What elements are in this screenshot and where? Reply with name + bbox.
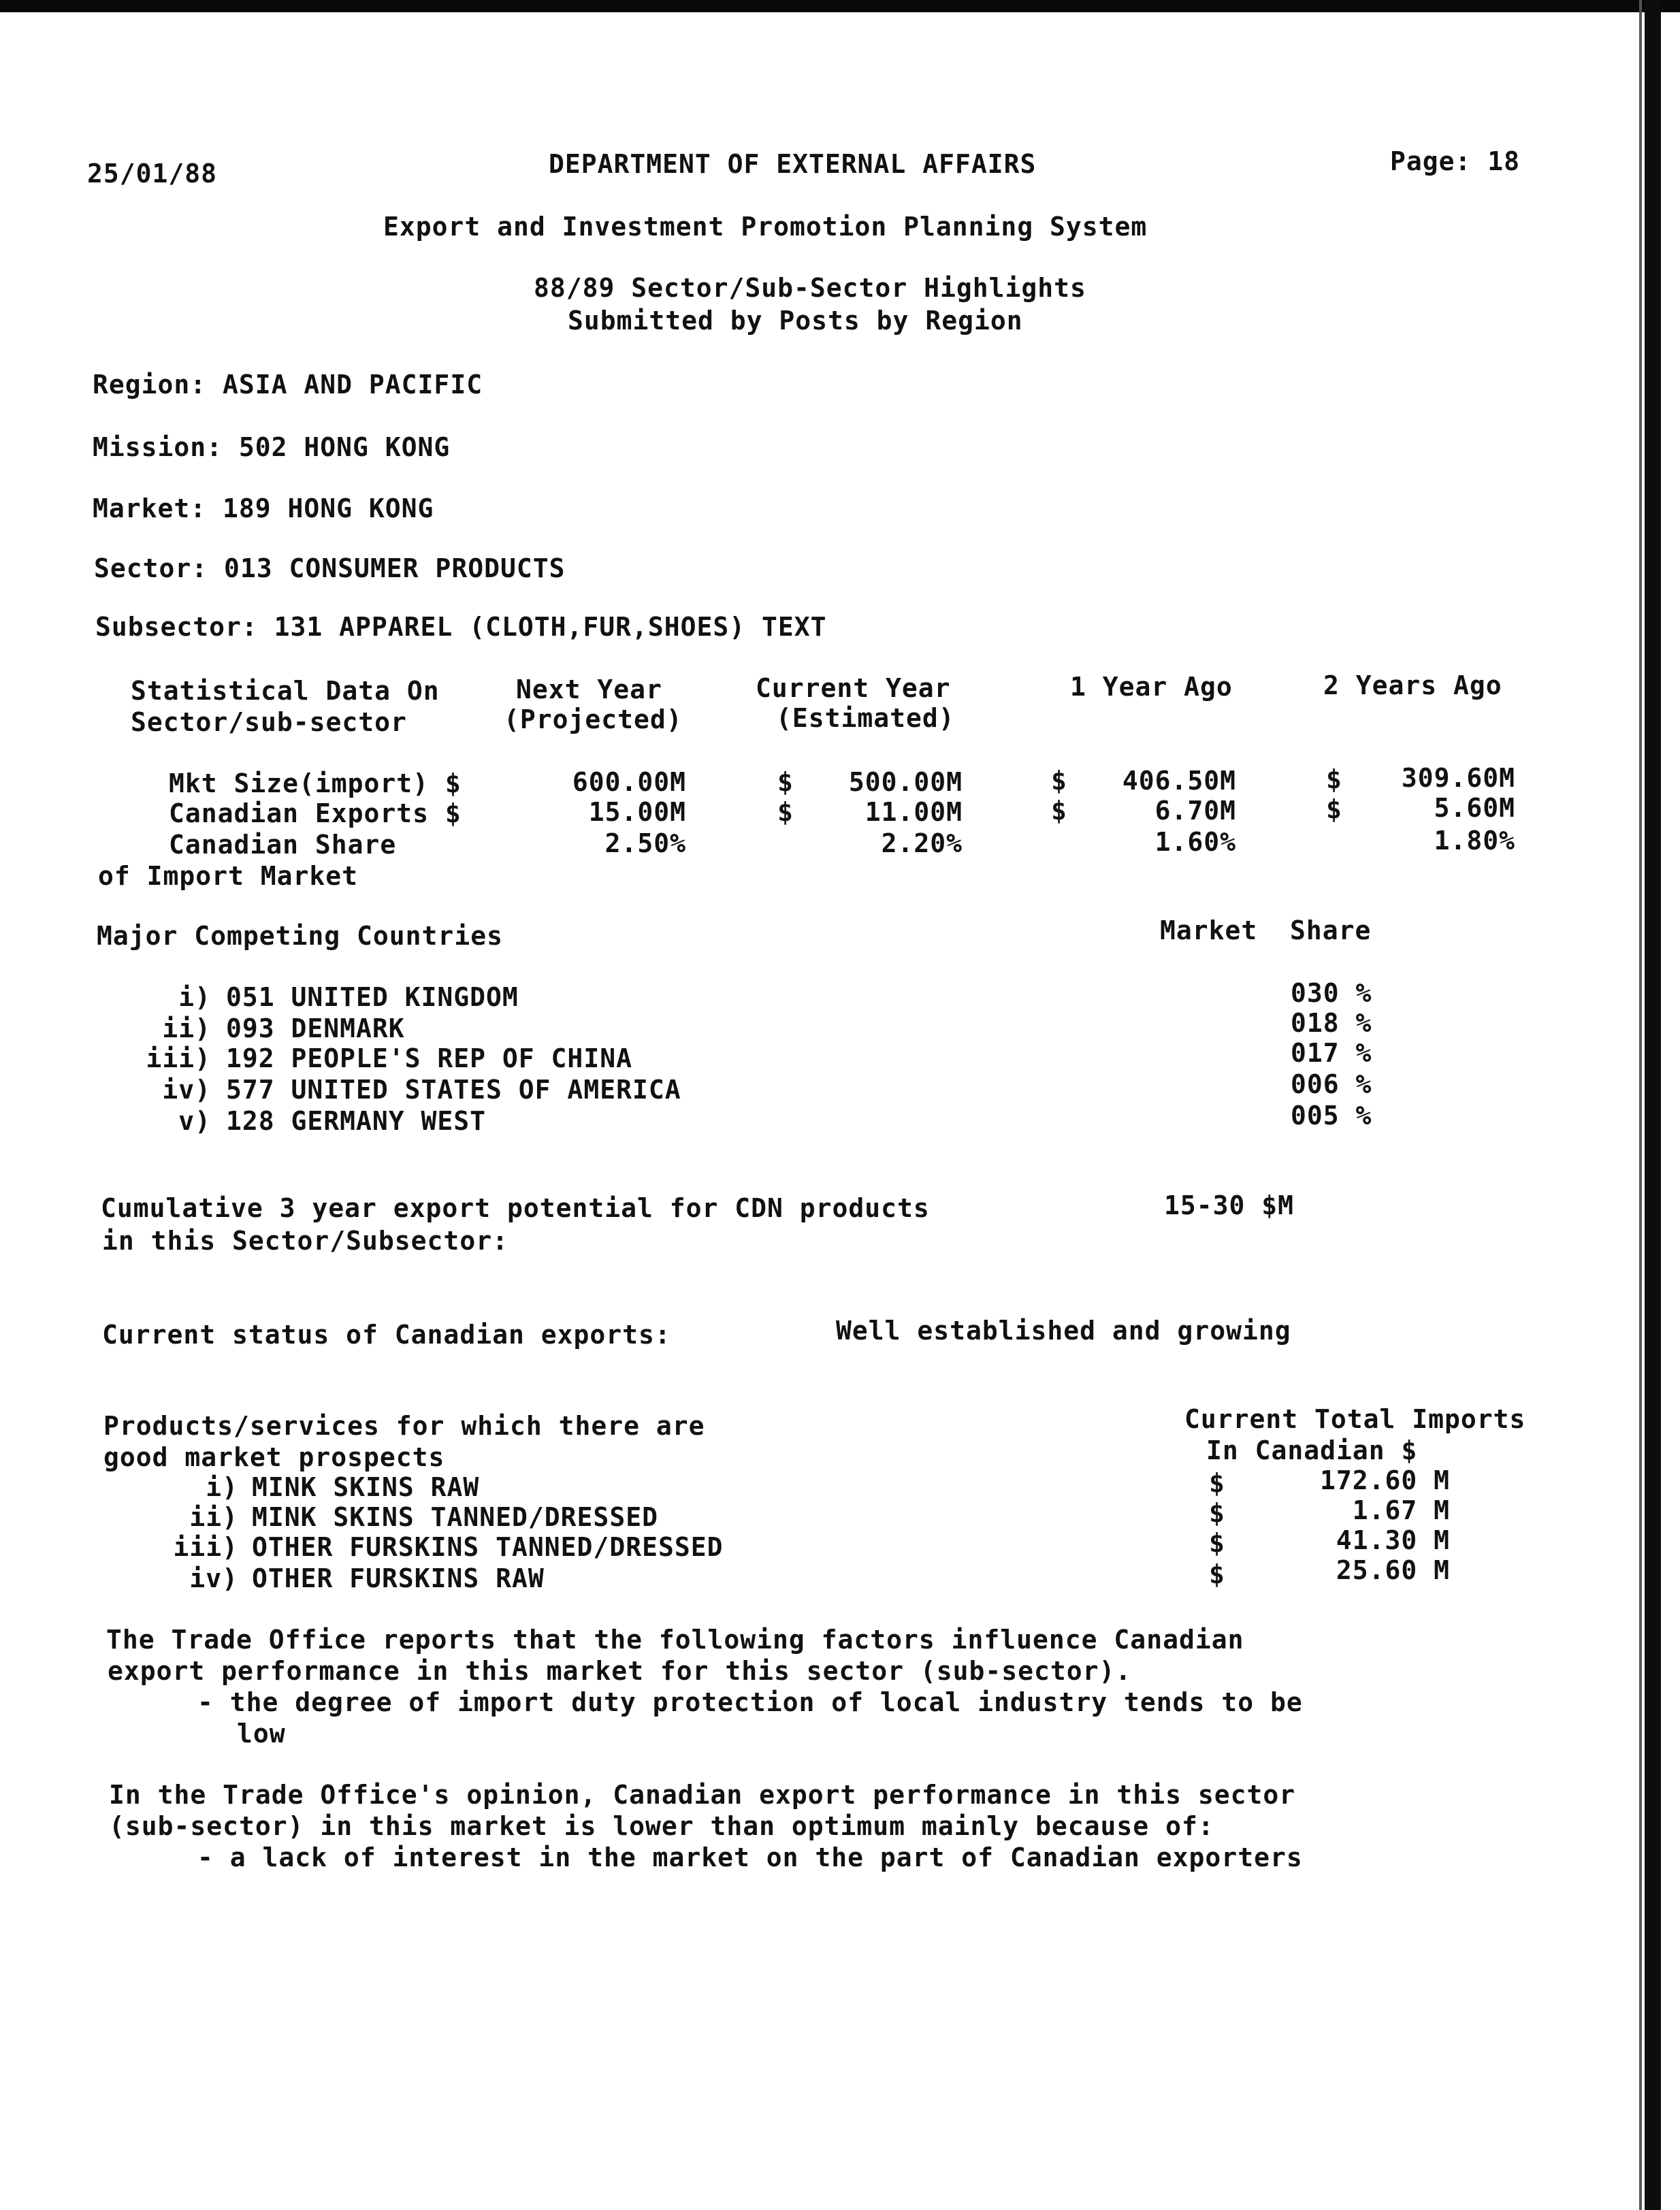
- product-currency: $: [1209, 1468, 1225, 1498]
- opinion-bullet: - a lack of interest in the market on the part of Canadian exporters: [197, 1842, 1303, 1872]
- cell-currency: $: [1051, 796, 1067, 826]
- cell-value: 11.00M: [865, 797, 963, 827]
- cell-currency: $: [1326, 794, 1342, 824]
- product-value: 25.60 M: [1336, 1555, 1450, 1585]
- list-number: v): [178, 1106, 211, 1136]
- competitor-name: 051 UNITED KINGDOM: [226, 982, 519, 1012]
- department-title: DEPARTMENT OF EXTERNAL AFFAIRS: [549, 149, 1037, 179]
- product-currency: $: [1209, 1559, 1225, 1589]
- factors-line2: export performance in this market for this sector (sub-sector).: [108, 1656, 1132, 1686]
- cell-value: 5.60M: [1434, 793, 1515, 823]
- cell-currency: $: [777, 767, 794, 797]
- scan-right-edge-line: [1639, 0, 1642, 2210]
- product-value: 172.60 M: [1319, 1465, 1450, 1495]
- cell-value: 15.00M: [588, 797, 686, 827]
- header-2-years-ago: 2 Years Ago: [1323, 670, 1502, 700]
- subtitle-highlights: 88/89 Sector/Sub-Sector Highlights: [534, 273, 1086, 303]
- cell-value: 1.60%: [1154, 827, 1236, 857]
- row-label-canadian-share: Canadian Share: [169, 830, 397, 860]
- products-line1: Products/services for which there are: [103, 1411, 705, 1441]
- sector-field: Sector: 013 CONSUMER PRODUCTS: [94, 553, 566, 583]
- cell-value: 600.00M: [572, 767, 686, 797]
- competitor-share: 005 %: [1291, 1101, 1372, 1131]
- stats-label-line2: Sector/sub-sector: [131, 707, 407, 737]
- row-label-canadian-exports: Canadian Exports $: [169, 798, 462, 828]
- header-1-year-ago: 1 Year Ago: [1070, 672, 1233, 702]
- list-number: iii): [146, 1043, 211, 1073]
- row-label-mkt-size: Mkt Size(import) $: [169, 768, 462, 798]
- header-next-year: Next Year: [516, 675, 662, 704]
- system-title: Export and Investment Promotion Planning System: [383, 212, 1148, 242]
- imports-header2: In Canadian $: [1206, 1435, 1418, 1465]
- cell-currency: $: [1051, 766, 1067, 796]
- cell-value: 500.00M: [848, 767, 963, 797]
- cell-value: 309.60M: [1401, 763, 1515, 793]
- cell-value: 1.80%: [1434, 826, 1515, 856]
- list-number: ii): [189, 1502, 238, 1532]
- cell-value: 406.50M: [1122, 766, 1236, 796]
- list-number: ii): [162, 1013, 211, 1043]
- cell-currency: $: [777, 797, 794, 827]
- product-value: 1.67 M: [1352, 1495, 1450, 1525]
- competitor-name: 192 PEOPLE'S REP OF CHINA: [226, 1043, 632, 1073]
- competitor-share: 018 %: [1291, 1008, 1372, 1038]
- status-label: Current status of Canadian exports:: [102, 1320, 671, 1350]
- scan-right-edge: [1645, 0, 1661, 2210]
- list-number: iv): [189, 1563, 238, 1593]
- product-currency: $: [1209, 1528, 1225, 1558]
- competitor-name: 577 UNITED STATES OF AMERICA: [226, 1075, 681, 1105]
- list-number: i): [178, 982, 211, 1012]
- competitor-share: 030 %: [1291, 978, 1372, 1008]
- product-name: OTHER FURSKINS RAW: [252, 1563, 545, 1593]
- competitor-name: 093 DENMARK: [226, 1013, 405, 1043]
- row-label-import-market: of Import Market: [98, 861, 359, 891]
- competitor-share: 017 %: [1291, 1038, 1372, 1068]
- list-number: iii): [173, 1532, 238, 1562]
- subsector-field: Subsector: 131 APPAREL (CLOTH,FUR,SHOES) TEXT: [95, 612, 827, 642]
- competitor-name: 128 GERMANY WEST: [226, 1106, 487, 1136]
- cell-value: 2.50%: [604, 828, 686, 858]
- competitor-share: 006 %: [1291, 1069, 1372, 1099]
- product-name: MINK SKINS RAW: [252, 1472, 480, 1502]
- market-field: Market: 189 HONG KONG: [93, 493, 434, 523]
- cell-value: 6.70M: [1154, 796, 1236, 826]
- scan-top-edge: [0, 0, 1680, 12]
- potential-line2: in this Sector/Subsector:: [102, 1226, 508, 1256]
- list-number: iv): [162, 1075, 211, 1105]
- potential-value: 15-30 $M: [1164, 1190, 1295, 1220]
- stats-label-line1: Statistical Data On: [131, 676, 440, 706]
- factors-bullet: - the degree of import duty protection of local industry tends to be: [197, 1687, 1303, 1717]
- list-number: i): [206, 1472, 238, 1502]
- product-currency: $: [1209, 1498, 1225, 1528]
- imports-header1: Current Total Imports: [1184, 1404, 1526, 1434]
- status-value: Well established and growing: [836, 1316, 1291, 1346]
- factors-line1: The Trade Office reports that the following factors influence Canadian: [106, 1625, 1244, 1655]
- subheader-estimated: (Estimated): [776, 703, 955, 733]
- product-value: 41.30 M: [1336, 1525, 1450, 1555]
- product-name: OTHER FURSKINS TANNED/DRESSED: [252, 1532, 724, 1562]
- opinion-line1: In the Trade Office's opinion, Canadian export performance in this sector: [109, 1780, 1296, 1810]
- cell-value: 2.20%: [881, 828, 963, 858]
- mission-field: Mission: 502 HONG KONG: [93, 432, 451, 462]
- products-line2: good market prospects: [103, 1442, 445, 1472]
- product-name: MINK SKINS TANNED/DRESSED: [252, 1502, 658, 1532]
- report-date: 25/01/88: [87, 159, 218, 189]
- subheader-projected: (Projected): [504, 704, 683, 734]
- region-field: Region: ASIA AND PACIFIC: [93, 370, 483, 400]
- factors-bullet-continued: low: [237, 1719, 286, 1749]
- subtitle-submitted: Submitted by Posts by Region: [568, 306, 1023, 336]
- page-number: Page: 18: [1390, 146, 1521, 176]
- header-current-year: Current Year: [756, 673, 951, 703]
- potential-line1: Cumulative 3 year export potential for CDN products: [101, 1193, 930, 1223]
- market-share-header: Market Share: [1160, 915, 1372, 945]
- opinion-line2: (sub-sector) in this market is lower than optimum mainly because of:: [109, 1811, 1214, 1841]
- competitors-title: Major Competing Countries: [97, 921, 503, 951]
- cell-currency: $: [1326, 764, 1342, 794]
